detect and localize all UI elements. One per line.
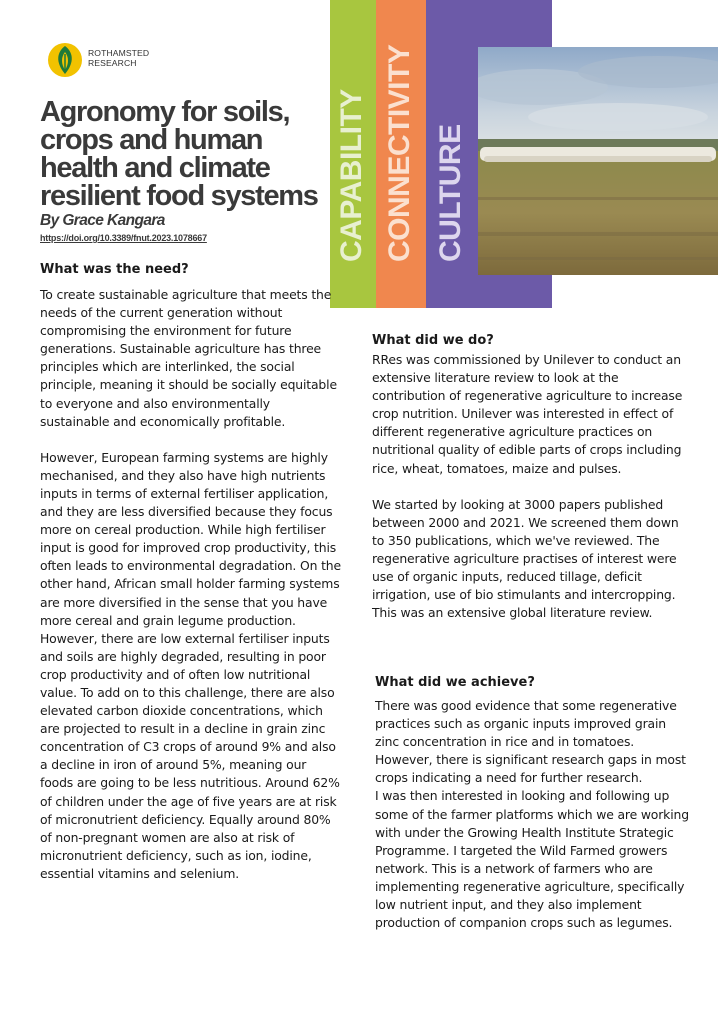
sheep-field-photo — [478, 47, 718, 275]
do-paragraph-2: We started by looking at 3000 papers published between 2000 and 2021. We screened them down to 350 publications, which we've reviewed. The regenerative agriculture practises of interest were use of organic inputs, reduced tillage, deficit irrigation, use of bio stimulants and intercropping. This was an extensive global literature review. — [372, 496, 679, 621]
achieve-paragraph-2: I was then interested in looking and following up some of the farmer platforms which we are working with under the Growing Health Institute Strategic Programme. I targeted the Wild Farmed growers network. This is a network of farmers who are implementing regenerative agriculture, specifically low nutrient input, and they also implement production of companion crops such as legumes. — [375, 788, 689, 931]
need-body — [40, 286, 342, 883]
need-paragraph-2: However, European farming systems are highly mechanised, and they also have high nutrients inputs in terms of external fertiliser application, and they are less diversified because they focus more on cereal production. While high fertiliser input is good for improved crop productivity, this often leads to environmental degradation. On the other hand, African small holder farming systems are more diversified in the sense that you have more cereal and grain legume production. However, there are low external fertiliser inputs and soils are highly degraded, resulting in poor crop productivity and of often low nutritional value. To add on to this challenge, there are also elevated carbon dioxide concentrations, which are projected to result in a decline in grain zinc concentration of C3 crops of around 9% and also a decline in iron of around 5%, meaning our foods are going to be less nutritious. Around 62% of children under the age of five years are at risk of micronutrient deficiency. Equally around 80% of non-pregnant women are also at risk of micronutrient deficiency, such as ion, iodine, essential vitamins and selenium. — [40, 449, 341, 881]
rothamsted-logo-icon — [47, 42, 83, 78]
logo-line1: ROTHAMSTED — [88, 48, 150, 58]
page-title: Agronomy for soils, crops and human health and climate resilient food systems — [40, 96, 318, 212]
achieve-body — [375, 697, 689, 932]
capability-label: CAPABILITY — [335, 89, 368, 262]
logo-text — [88, 48, 149, 68]
sheep-field-image — [478, 47, 718, 275]
author-byline: By Grace Kangara — [40, 212, 165, 229]
do-heading: What did we do? — [372, 333, 494, 348]
do-body — [372, 351, 686, 622]
logo-line2: RESEARCH — [88, 58, 137, 68]
achieve-paragraph-1: There was good evidence that some regenerative practices such as organic inputs improved grain zinc concentration in rice and in tomatoes. However, there is significant research gaps in most crops indicating a need for further research. — [375, 698, 686, 786]
culture-label: CULTURE — [434, 124, 467, 262]
need-paragraph-1: To create sustainable agriculture that meets the needs of the current generation without compromising the environment for future generations. Sustainable agriculture has three principles which are interlinked, the social principle, meaning it should be socially equitable to everyone and also environmentally sustainable and economically profitable. — [40, 287, 337, 429]
do-paragraph-1: RRes was commissioned by Unilever to conduct an extensive literature review to look at the contribution of regenerative agriculture to increase crop nutrition. Unilever was interested in effect of different regenerative agriculture practices on nutritional quality of edible parts of crops including rice, wheat, tomatoes, maize and pulses. — [372, 352, 683, 476]
rothamsted-logo — [47, 42, 167, 82]
need-heading: What was the need? — [40, 262, 189, 277]
achieve-heading: What did we achieve? — [375, 675, 535, 690]
connectivity-label: CONNECTIVITY — [383, 44, 416, 262]
doi-link[interactable]: https://doi.org/10.3389/fnut.2023.1078667 — [40, 233, 207, 243]
